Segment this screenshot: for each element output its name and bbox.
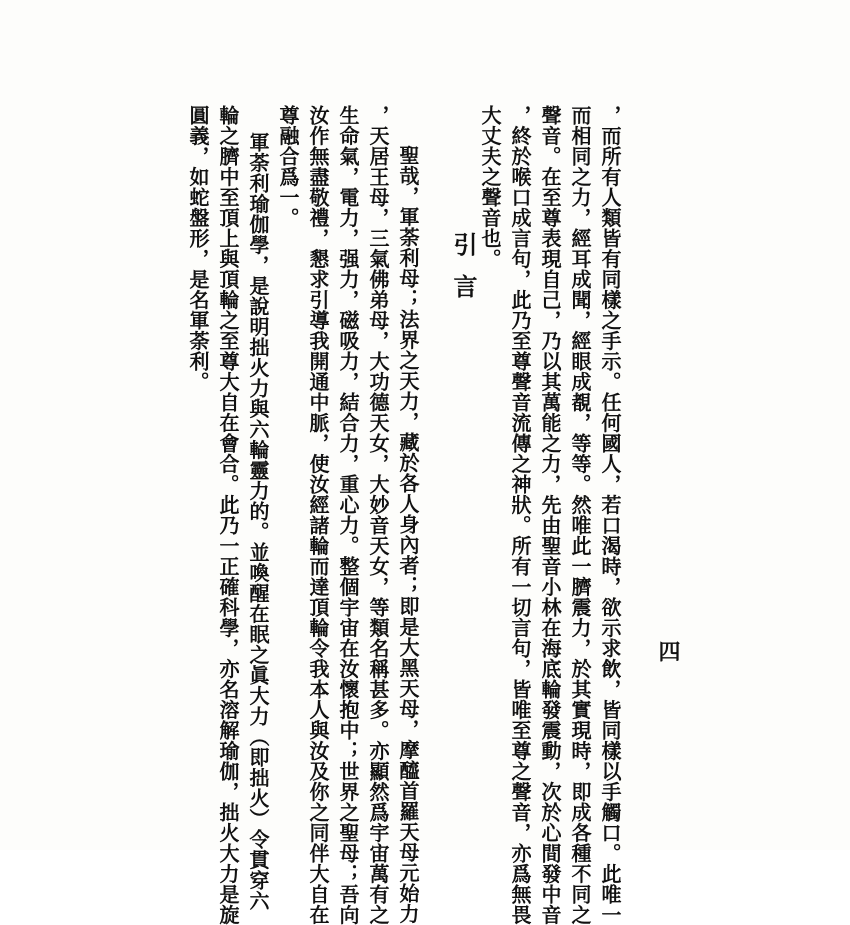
page-number: 四 [655,640,681,662]
text-column: 聲音。在至尊表現自己，乃以其萬能之力，先由聖音小林在海底輪發震動，次於心間發中音 [538,105,562,925]
text-column: 軍荼利瑜伽學，是說明拙火力與六輪靈力的。並喚醒在眠之眞大力（即拙火）令貫穿六 [246,132,270,911]
text-column: ，天居王母，三氣佛弟母，大功德天女，大妙音天女，等類名稱甚多。亦顯然爲宇宙萬有之 [366,105,390,925]
text-column: 輪之臍中至頂上與頂輪之至尊大自在會合。此乃一正確科學，亦名溶解瑜伽，拙火大力是旋 [216,105,240,925]
section-heading: 引言 [449,232,478,316]
text-column: 生命氣，電力，强力，磁吸力，結合力，重心力。整個宇宙在汝懷抱中；世界之聖母；吾向 [336,105,360,925]
text-column: 聖哉，軍荼利母；法界之天力，藏於各人身內者；即是大黑天母，摩醯首羅天母元始力 [396,145,420,924]
text-column: 而相同之力，經耳成聞，經眼成覩，等等。然唯此一臍震力，於其實現時，即成各種不同之 [568,105,592,925]
text-column: ，終於喉口成言句，此乃至尊聲音流傳之神狀。所有一切言句，皆唯至尊之聲音，亦爲無畏 [508,105,532,925]
text-column: 圓義，如蛇盤形，是名軍荼利。 [186,105,210,392]
text-column: 大丈夫之聲音也。 [478,105,502,269]
text-column: 尊融合爲一。 [276,105,300,228]
text-column: 汝作無盡敬禮，懇求引導我開通中脈，使汝經諸輪而達頂輪令我本人與汝及你之同伴大自在 [306,105,330,925]
text-column: ，而所有人類皆有同樣之手示。任何國人，若口渴時，欲示求飲，皆同樣以手觸口。此唯一 [598,105,622,925]
